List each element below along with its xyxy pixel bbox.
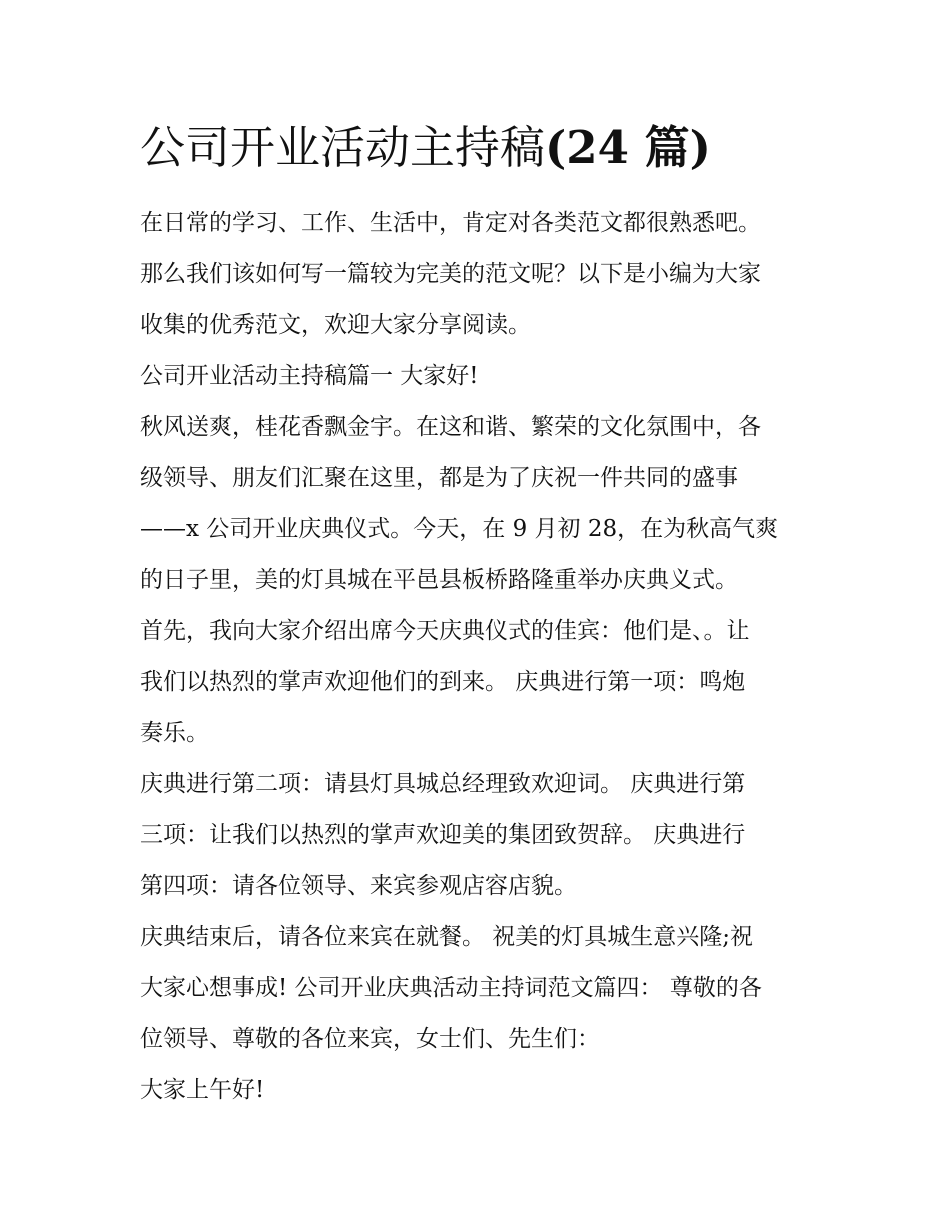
text-line: 奏乐。 — [140, 720, 209, 746]
text-line: 首先，我向大家介绍出席今天庆典仪式的佳宾：他们是、。让 — [140, 618, 750, 644]
text-line: 庆典进行第二项：请县灯具城总经理致欢迎词。 庆典进行第 — [140, 771, 746, 797]
text-line: 位领导、尊敬的各位来宾，女士们、先生们： — [140, 1026, 600, 1052]
text-line: 大家心想事成! 公司开业庆典活动主持词范文篇四： 尊敬的各 — [140, 975, 762, 1001]
text-line: 三项：让我们以热烈的掌声欢迎美的集团致贺辞。 庆典进行 — [140, 822, 746, 848]
text-line: 第四项：请各位领导、来宾参观店容店貌。 — [140, 873, 577, 899]
text-line: 的日子里，美的灯具城在平邑县板桥路隆重举办庆典义式。 — [140, 567, 738, 593]
text-line: 收集的优秀范文，欢迎大家分享阅读。 — [140, 312, 531, 338]
text-line: 那么我们该如何写一篇较为完美的范文呢？以下是小编为大家 — [140, 261, 761, 287]
text-line: 级领导、朋友们汇聚在这里，都是为了庆祝一件共同的盛事 — [140, 465, 738, 491]
title-count: (24 篇) — [545, 121, 711, 174]
text-line: 大家上午好! — [140, 1077, 265, 1103]
text-line: ——x 公司开业庆典仪式。今天，在 9 月初 28，在为秋高气爽 — [140, 516, 779, 542]
document-title — [140, 118, 840, 178]
text-line: 在日常的学习、工作、生活中，肯定对各类范文都很熟悉吧。 — [140, 210, 761, 236]
document-body — [140, 198, 815, 1116]
text-line: 我们以热烈的掌声欢迎他们的到来。 庆典进行第一项：鸣炮 — [140, 669, 746, 695]
section-heading-line: 公司开业活动主持稿篇一 大家好! — [140, 363, 479, 389]
title-main: 公司开业活动主持稿 — [140, 121, 546, 174]
text-line: 庆典结束后，请各位来宾在就餐。 祝美的灯具城生意兴隆;祝 — [140, 924, 754, 950]
text-line: 秋风送爽，桂花香飘金宇。在这和谐、繁荣的文化氛围中，各 — [140, 414, 761, 440]
